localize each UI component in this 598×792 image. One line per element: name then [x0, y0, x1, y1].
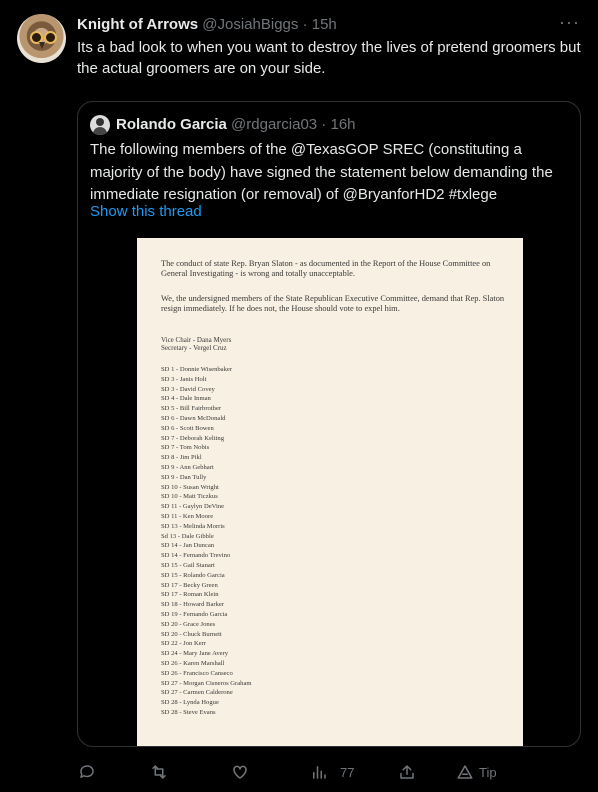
statement-document-image[interactable]: [137, 238, 523, 747]
document-members-list: [161, 365, 252, 718]
signatory-line: SD 18 - Howard Barker: [161, 601, 224, 609]
signatory-line: SD 11 - Gaylyn DeVine: [161, 503, 225, 511]
signatory-line: SD 24 - Mary Jane Avery: [161, 650, 229, 658]
reply-icon: [78, 763, 96, 781]
signatory-line: SD 6 - Dawn McDonald: [161, 414, 226, 422]
tweet-time[interactable]: 15h: [311, 16, 337, 33]
author-avatar[interactable]: [17, 14, 66, 63]
signatory-line: SD 11 - Ken Moore: [161, 512, 214, 520]
tweet-text: Its a bad look to when you want to destroy the lives of pretend groomers but the actual groomers are on your side.: [77, 39, 581, 77]
signatory-line: Sd 13 - Dale Gibble: [161, 532, 214, 540]
signatory-line: SD 6 - Scott Bowen: [161, 424, 214, 432]
signatory-line: SD 26 - Francisco Canseco: [161, 669, 233, 677]
retweet-icon: [150, 763, 168, 781]
avatar-shoulders: [93, 127, 107, 135]
signatory-line: SD 7 - Deborah Kelting: [161, 434, 224, 442]
tip-button[interactable]: [456, 758, 497, 786]
signatory-line: SD 1 - Donnie Wisenbaker: [161, 366, 233, 373]
like-button[interactable]: [231, 758, 249, 786]
quoted-time[interactable]: 16h: [330, 116, 356, 133]
show-thread-link[interactable]: Show this thread: [90, 203, 202, 220]
signatory-line: SD 26 - Karen Marshall: [161, 659, 225, 667]
signatory-line: SD 15 - Gail Stanart: [161, 561, 215, 569]
signatory-line: SD 3 - David Covey: [161, 385, 215, 393]
signatory-line: SD 20 - Chuck Burnett: [161, 630, 222, 638]
quoted-text: The following members of the @TexasGOP SREC (constituting a majority of the body) have signed the statement below demanding the immediate resignation (or removal) of @BryanforHD2 #txlege: [90, 141, 553, 203]
signatory-line: SD 10 - Susan Wright: [161, 483, 219, 491]
signatory-line: SD 14 - Fernando Trevino: [161, 552, 231, 560]
avatar-head: [96, 118, 104, 126]
officer-line: Secretary - Vergel Cruz: [161, 344, 227, 353]
signatory-line: SD 7 - Tom Nobis: [161, 444, 210, 452]
author-name[interactable]: Knight of Arrows: [77, 16, 199, 33]
separator-dot: ·: [317, 116, 331, 133]
signatory-line: SD 3 - Janis Holt: [161, 375, 207, 383]
retweet-button[interactable]: [150, 758, 168, 786]
signatory-line: SD 27 - Morgan Cisneros Graham: [161, 679, 252, 687]
more-options-icon[interactable]: ···: [559, 12, 580, 32]
share-button[interactable]: [398, 758, 416, 786]
signatory-line: SD 17 - Becky Green: [161, 581, 218, 589]
owl-eye-right: [44, 31, 57, 44]
heart-icon: [231, 763, 249, 781]
quoted-tweet[interactable]: [77, 101, 581, 747]
signatory-line: SD 9 - Ann Gebhart: [161, 463, 214, 471]
signatory-line: SD 17 - Roman Klein: [161, 591, 219, 599]
signatory-line: SD 28 - Steve Evans: [161, 708, 216, 716]
document-officers: [161, 336, 231, 353]
bar-chart-icon: [310, 763, 328, 781]
reply-button[interactable]: [78, 758, 96, 786]
tweet-action-bar: [0, 758, 598, 786]
views-count: 77: [340, 764, 355, 780]
officer-line: Vice Chair - Dana Myers: [161, 336, 232, 344]
signatory-line: SD 5 - Bill Fairbrother: [161, 405, 222, 413]
views-button[interactable]: [310, 758, 354, 786]
signatory-line: SD 28 - Lynda Hogue: [161, 699, 219, 707]
signatory-line: SD 4 - Dale Inman: [161, 395, 211, 403]
quoted-author-handle[interactable]: @rdgarcia03: [231, 116, 318, 133]
quoted-author-name[interactable]: Rolando Garcia: [116, 116, 227, 133]
tip-icon: [456, 763, 474, 781]
document-paragraph-1: The conduct of state Rep. Bryan Slaton - as documented in the Report of the House Committee on General Investigating - is wrong and totally unacceptable.: [161, 259, 491, 278]
tip-label: Tip: [479, 764, 497, 780]
signatory-line: SD 19 - Fernando Garcia: [161, 610, 228, 618]
separator-dot: ·: [298, 16, 312, 33]
quoted-author-avatar[interactable]: [90, 115, 110, 135]
author-handle[interactable]: @JosiahBiggs: [202, 16, 299, 33]
share-icon: [398, 763, 416, 781]
document-paragraph-2: We, the undersigned members of the State Republican Executive Committee, demand that Rep. Slaton resign immediately. If he does not, the House should vote to expel him.: [161, 294, 505, 313]
signatory-line: SD 13 - Melinda Morris: [161, 522, 225, 530]
signatory-line: SD 9 - Dan Tully: [161, 473, 207, 481]
quoted-header: [116, 115, 356, 135]
signatory-line: SD 27 - Carmen Calderone: [161, 689, 233, 697]
signatory-line: SD 14 - Jan Duncan: [161, 542, 215, 550]
signatory-line: SD 22 - Jon Kerr: [161, 640, 207, 648]
owl-beak: [39, 42, 45, 49]
signatory-line: SD 20 - Grace Jones: [161, 620, 216, 628]
signatory-line: SD 8 - Jim Pikl: [161, 454, 202, 462]
signatory-line: SD 15 - Rolando Garcia: [161, 571, 225, 579]
tweet-header: [77, 15, 337, 35]
signatory-line: SD 10 - Matt Ticzkus: [161, 493, 218, 501]
